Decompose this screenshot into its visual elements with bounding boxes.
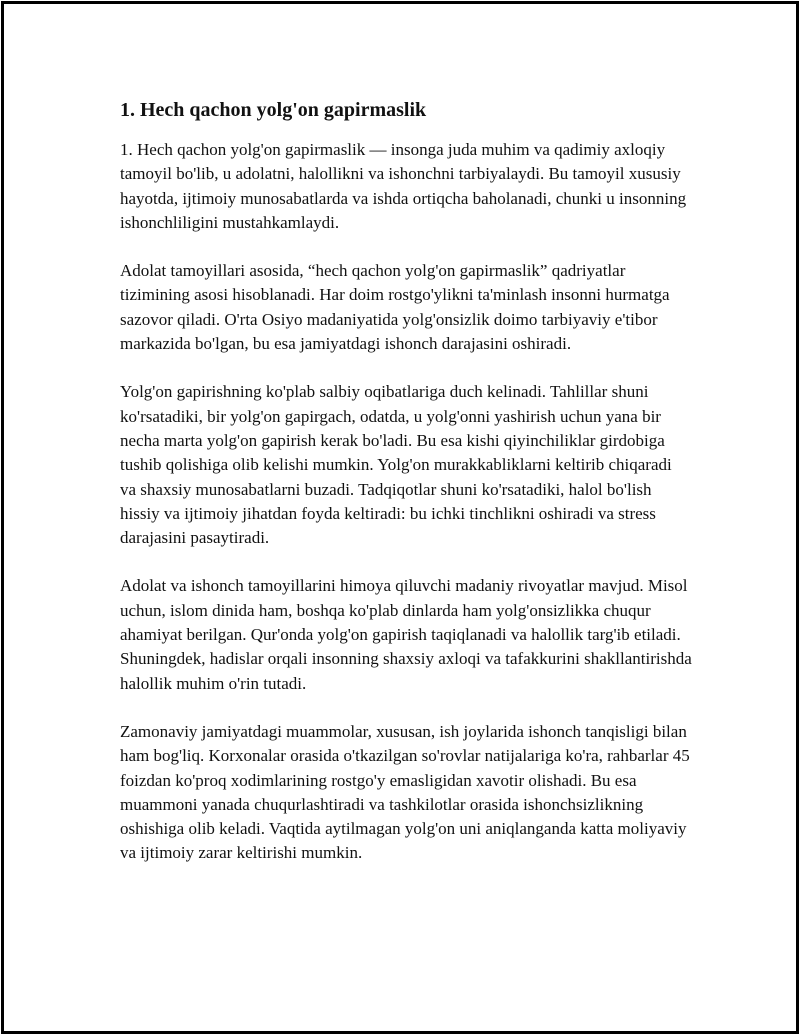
paragraph-4: Adolat va ishonch tamoyillarini himoya qiluvchi madaniy rivoyatlar mavjud. Misol uchun, islom dinida ham, boshqa ko'plab dinlarda ham yolg'onsizlikka chuqur ahamiyat berilgan. Qur'onda yolg'on gapirish taqiqlanadi va halollik targ'ib etiladi. Shuningdek, hadislar orqali insonning shaxsiy axloqi va tafakkurini shakllantirishda halollik muhim o'rin tutadi. xyxy=(120,576,692,693)
paragraph-2: Adolat tamoyillari asosida, “hech qachon yolg'on gapirmaslik” qadriyatlar tizimining asosi hisoblanadi. Har doim rostgo'ylikni ta'minlash insonni hurmatga sazovor qiladi. O'rta Osiyo madaniyatida yolg'onsizlik doimo tarbiyaviy e'tibor markazida bo'lgan, bu esa jamiyatdagi ishonch darajasini oshiradi. xyxy=(120,261,670,354)
paragraph-1: 1. Hech qachon yolg'on gapirmaslik — insonga juda muhim va qadimiy axloqiy tamoyil bo'lib, u adolatni, halollikni va ishonchni tarbiyalaydi. Bu tamoyil xususiy hayotda, ijtimoiy munosabatlarda va ishda ortiqcha baholanadi, chunki u insonning ishonchliligini mustahkamlaydi. xyxy=(120,140,687,232)
paragraph-3: Yolg'on gapirishning ko'plab salbiy oqibatlariga duch kelinadi. Tahlillar shuni ko'rsatadiki, bir yolg'on gapirgach, odatda, u yolg'onni yashirish uchun yana bir necha marta yolg'on gapirish kerak bo'ladi. Bu esa kishi qiyinchiliklar girdobiga tushib qolishiga olib kelishi mumkin. Yolg'on murakkabliklarni keltirib chiqaradi va shaxsiy munosabatlarni buzadi. Tadqiqotlar shuni ko'rsatadiki, halol bo'lish hissiy va ijtimoiy jihatdan foyda keltiradi: bu ichki tinchlikni oshiradi va stress darajasini pasaytiradi. xyxy=(120,382,672,548)
document-title: 1. Hech qachon yolg'on gapirmaslik xyxy=(120,99,427,121)
paragraph-5: Zamonaviy jamiyatdagi muammolar, xususan, ish joylarida ishonch tanqisligi bilan ham bog'liq. Korxonalar orasida o'tkazilgan so'rovlar natijalariga ko'ra, rahbarlar 45 foizdan ko'proq xodimlarining rostgo'y emasligidan xavotir olishadi. Bu esa muammoni yanada chuqurlashtiradi va tashkilotlar orasida ishonchsizlikning oshishiga olib keladi. Vaqtida aytilmagan yolg'on uni aniqlanganda katta moliyaviy va ijtimoiy zarar keltirishi mumkin. xyxy=(120,721,690,863)
page-border xyxy=(1,1,799,1034)
document-body xyxy=(120,96,692,890)
